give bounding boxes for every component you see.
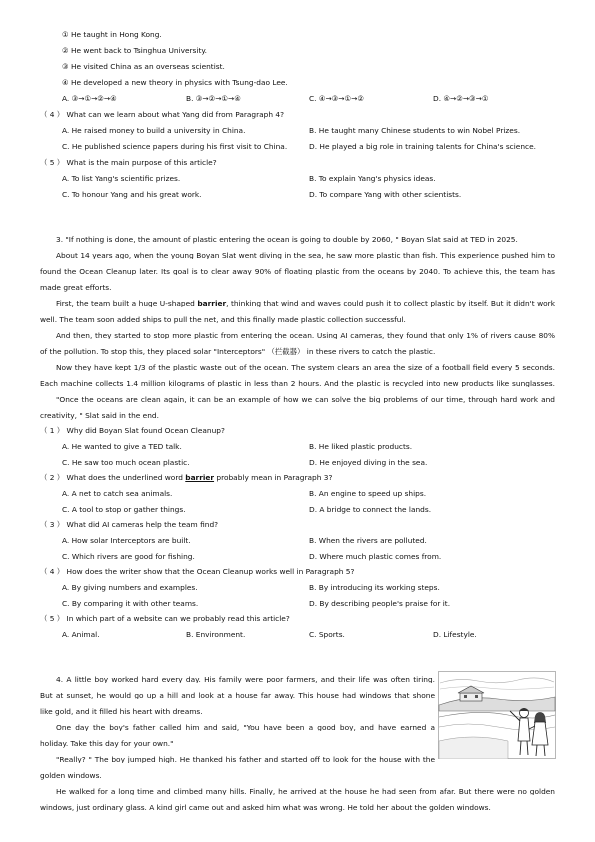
question-stem: （ 2 ） What does the underlined word barrier probably mean in Paragraph 3?	[40, 473, 333, 482]
option-a: A. He raised money to build a university in China.	[62, 126, 246, 135]
option-a: A. By giving numbers and examples.	[62, 583, 198, 592]
question-stem: （ 1 ） Why did Boyan Slat found Ocean Cleanup?	[40, 426, 225, 435]
passage-paragraph: made great efforts.	[40, 283, 112, 292]
option-d: D. Where much plastic comes from.	[309, 552, 442, 561]
statement-2: ② He went back to Tsinghua University.	[62, 46, 208, 55]
option-a: A. He wanted to give a TED talk.	[62, 442, 182, 451]
passage-paragraph: About 14 years ago, when the young Boyan Slat went diving in the sea, he saw more plastic than fish. This experience pushed him to	[56, 252, 555, 260]
option-c: C. He published science papers during his first visit to China.	[62, 142, 288, 151]
question-stem: （ 5 ） In which part of a website can we probably read this article?	[40, 614, 290, 623]
passage-paragraph: holiday. Take this day for your own."	[40, 739, 174, 748]
passage-paragraph: He walked for a long time and climbed many hills. Finally, he arrived at the house he had seen from afar. But there were no golden	[56, 788, 555, 796]
passage-paragraph: And then, they started to stop more plastic from entering the ocean. Using AI cameras, they found that only 1% of rivers cause 80%	[56, 332, 555, 340]
option-b: B. Environment.	[186, 630, 246, 639]
option-c: C. To honour Yang and his great work.	[62, 190, 202, 199]
statement-3: ③ He visited China as an overseas scientist.	[62, 62, 225, 71]
passage-paragraph: "Once the oceans are clean again, it can be an example of how we can solve the big problems of our time, through hard work and	[56, 396, 555, 404]
option-d: D. He played a big role in training talents for China's science.	[309, 142, 536, 151]
option-c: C. He saw too much ocean plastic.	[62, 458, 190, 467]
passage-paragraph: golden windows.	[40, 771, 102, 780]
option-d: D. He enjoyed diving in the sea.	[309, 458, 428, 467]
passage-paragraph: of the pollution. To stop this, they placed solar "Interceptors" （拦截器） in these rivers to catch the plastic.	[40, 347, 436, 356]
question-stem: （ 5 ） What is the main purpose of this article?	[40, 158, 217, 167]
passage-paragraph: found the Ocean Cleanup later. Its goal is to clear away 90% of floating plastic from the oceans by 2040. To achieve this, the team has	[40, 268, 555, 276]
option-b: B. To explain Yang's physics ideas.	[309, 174, 436, 183]
option-c: C. Which rivers are good for fishing.	[62, 552, 195, 561]
statement-4: ④ He developed a new theory in physics with Tsung-dao Lee.	[62, 78, 288, 87]
option-d: D. By describing people's praise for it.	[309, 599, 451, 608]
option-a: A. How solar Interceptors are built.	[62, 536, 191, 545]
passage-paragraph: "Really? " The boy jumped high. He thanked his father and started off to look for the house with the	[56, 756, 435, 764]
option-b: B. When the rivers are polluted.	[309, 536, 427, 545]
passage-paragraph: Each machine collects 1.4 million kilograms of plastic in less than 2 hours. And the plastic is recycled into new products like sunglasses.	[40, 380, 555, 388]
option-c: C. By comparing it with other teams.	[62, 599, 199, 608]
option-b: B. He taught many Chinese students to win Nobel Prizes.	[309, 126, 521, 135]
option-a: A. To list Yang's scientific prizes.	[62, 174, 181, 183]
passage-paragraph: 4. A little boy worked hard every day. His family were poor farmers, and their life was often tiring.	[56, 676, 435, 684]
story-illustration	[438, 671, 556, 759]
passage-paragraph: creativity, " Slat said in the end.	[40, 411, 159, 420]
option-b: B. An engine to speed up ships.	[309, 489, 427, 498]
option-a: A. ③→①→②→④	[62, 94, 117, 103]
question-stem: （ 4 ） How does the writer show that the Ocean Cleanup works well in Paragraph 5?	[40, 567, 355, 576]
option-d: D. ④→②→③→①	[433, 94, 489, 103]
passage-paragraph: like gold, and it filled his heart with dreams.	[40, 707, 203, 716]
passage-paragraph: First, the team built a huge U-shaped barrier, thinking that wind and waves could push it to collect plastic by itself. But it didn't work	[56, 300, 555, 308]
passage-paragraph: But at sunset, he would go up a hill and look at a house far away. This house had windows that shone	[40, 692, 435, 700]
passage-paragraph: 3. "If nothing is done, the amount of plastic entering the ocean is going to double by 2060, " Boyan Slat said at TED in 2025.	[56, 235, 518, 244]
passage-paragraph: One day the boy's father called him and said, "You have been a good boy, and have earned a	[56, 724, 435, 732]
passage-paragraph: windows, just ordinary glass. A kind girl came out and asked him what was wrong. He told her about the golden windows.	[40, 803, 491, 812]
option-d: D. Lifestyle.	[433, 630, 477, 639]
option-d: D. To compare Yang with other scientists.	[309, 190, 462, 199]
option-d: D. A bridge to connect the lands.	[309, 505, 432, 514]
statement-1: ① He taught in Hong Kong.	[62, 30, 162, 39]
option-b: B. ③→②→①→④	[186, 94, 241, 103]
underlined-word: barrier	[185, 473, 215, 482]
passage-paragraph: Now they have kept 1/3 of the plastic waste out of the ocean. The system clears an area the size of a football field every 5 seconds.	[56, 364, 555, 372]
option-b: B. By introducing its working steps.	[309, 583, 440, 592]
question-stem: （ 3 ） What did AI cameras help the team find?	[40, 520, 219, 529]
option-c: C. ④→③→①→②	[309, 94, 364, 103]
option-a: A. A net to catch sea animals.	[62, 489, 173, 498]
option-c: C. A tool to stop or gather things.	[62, 505, 186, 514]
underlined-word: barrier	[197, 300, 227, 308]
option-b: B. He liked plastic products.	[309, 442, 413, 451]
option-a: A. Animal.	[62, 630, 100, 639]
question-stem: （ 4 ） What can we learn about what Yang did from Paragraph 4?	[40, 110, 285, 119]
option-c: C. Sports.	[309, 630, 345, 639]
passage-paragraph: well. The team soon added ships to pull the net, and this finally made plastic collection successful.	[40, 315, 406, 324]
